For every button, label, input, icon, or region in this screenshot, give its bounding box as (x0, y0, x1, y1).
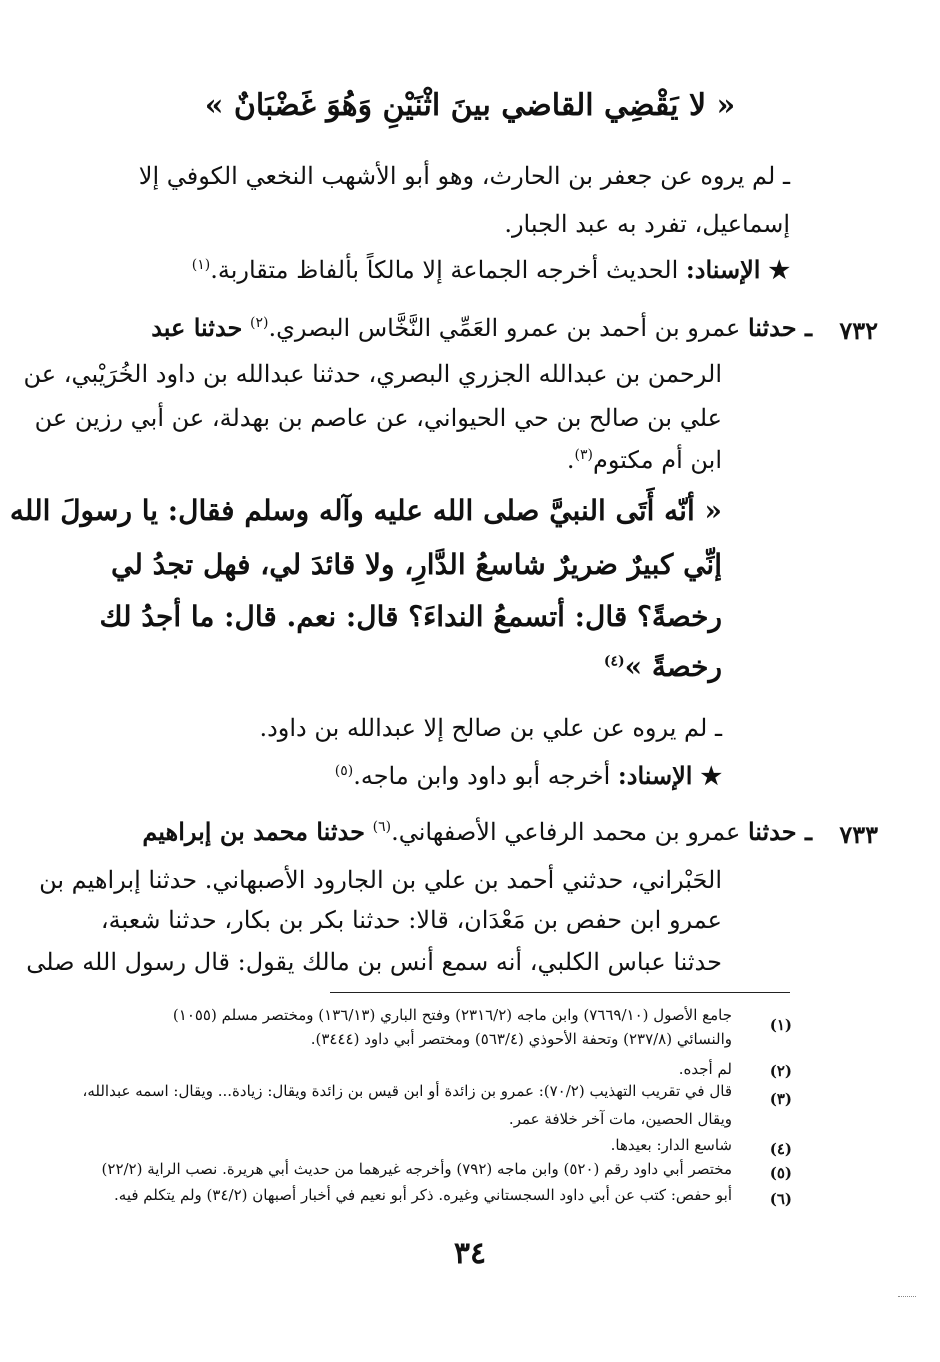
text-line (504, 212, 790, 236)
footnote-text: مختصر أبي داود رقم (٥٢٠) وابن ماجه (٧٩٢) وأخرجه غيرهما من حديث أبي هريرة. نصب الراية (٢٢/٢) (101, 1160, 732, 1178)
text-span: الرحمن بن عبدالله الجزري البصري، حدثنا عبدالله بن داود الخُرَيْبي، عن (23, 360, 722, 388)
isnad-text: الحديث أخرجه الجماعة إلا مالكاً بألفاظ متقاربة. (210, 256, 679, 284)
footnote-text: جامع الأصول (٧٦٦٩/١٠) وابن ماجه (٢٣١٦/٢) وفتح الباري (١٣٦/١٣) ومختصر مسلم (١٠٥٥) (172, 1006, 732, 1024)
footnote-number: (٣) (769, 1090, 792, 1108)
text-span: ـ لم يروه عن علي بن صالح إلا عبدالله بن داود. (259, 714, 722, 742)
footnote-number: (٢) (769, 1062, 792, 1080)
lead-word: ـ حدثنا (747, 817, 812, 846)
text-line (26, 950, 722, 974)
text-span: إسماعيل، تفرد به عبد الجبار. (504, 210, 790, 238)
text-line (151, 313, 812, 342)
page-number: ٣٤ (453, 1236, 487, 1271)
footnote-number: (٦) (769, 1190, 792, 1208)
footnote-ref: (٣) (574, 447, 593, 463)
text-line (259, 716, 722, 740)
hadith-text (99, 600, 722, 633)
hadith-number: ٧٣٣ (839, 820, 878, 849)
footnote-text: قال في تقريب التهذيب (٧٠/٢): عمرو بن زائدة أو ابن قيس بن زائدة ويقال: زيادة... ويقال: اسمه عبدالله، (82, 1082, 732, 1100)
text-span: حدثنا محمد بن إبراهيم (142, 817, 365, 846)
text-line (35, 406, 722, 430)
hadith-text (111, 548, 722, 581)
scan-mark (898, 1296, 916, 1297)
text-span: رخصةً » (624, 650, 722, 683)
text-span: حدثنا عباس الكلبي، أنه سمع أنس بن مالك يقول: قال رسول الله صلى (26, 948, 722, 976)
text-span: الحَبْراني، حدثني أحمد بن علي بن الجارود الأصبهاني. حدثنا إبراهيم بن (39, 866, 722, 894)
text-span: إنِّي كبيرٌ ضريرٌ شاسعُ الدَّارِ، ولا قائدَ لي، فهل تجدُ لي (111, 548, 722, 581)
text-span: رخصةً؟ قال: أتسمعُ النداءَ؟ قال: نعم. قال: ما أجدُ لك (99, 600, 722, 633)
text-line (101, 908, 722, 932)
text-span: . (566, 446, 575, 474)
footnote-ref: (١) (191, 257, 211, 273)
text-span: ـ لم يروه عن جعفر بن الحارث، وهو أبو الأشهب النخعي الكوفي إلا (138, 162, 790, 190)
text-span: عمرو ابن حفص بن مَعْدَان، قالا: حدثنا بكر بن بكار، حدثنا شعبة، (100, 906, 722, 934)
text-span: عمرو بن محمد الرفاعي الأصفهاني. (391, 818, 741, 846)
text-line (24, 362, 722, 386)
hadith-title: « لا يَقْضِي القاضي بينَ اثْنَيْنِ وَهُوَ غَضْبَانٌ » (204, 88, 736, 123)
text-line (60, 164, 790, 188)
text-span: ابن أم مكتوم (592, 446, 722, 474)
text-span: علي بن صالح بن حي الحيواني، عن عاصم بن بهدلة، عن أبي رزين عن (34, 404, 722, 432)
footnote-text: شاسع الدار: بعيدها. (610, 1136, 732, 1154)
hadith-number: ٧٣٢ (839, 316, 878, 345)
text-span: حدثنا عبد (151, 313, 243, 342)
footnote-ref: (٢) (250, 315, 269, 331)
hadith-text (10, 494, 722, 527)
footnote-ref: (٦) (372, 819, 392, 835)
lead-word: ـ حدثنا (747, 313, 812, 342)
isnad-label: الإسناد: (617, 761, 693, 790)
footnote-number: (٥) (769, 1164, 792, 1182)
footnote-number: (١) (769, 1016, 792, 1034)
footnote-text: لم أجده. (678, 1060, 732, 1078)
text-span: عمرو بن أحمد بن عمرو العَمِّي النَّخَّاس البصري. (268, 314, 741, 342)
text-line (567, 448, 722, 472)
footnote-text: والنسائي (٢٣٧/٨) وتحفة الأحوذي (٥٦٣/٤) ومختصر أبي داود (٣٤٤٤). (310, 1030, 732, 1048)
isnad-line (334, 761, 722, 790)
footnote-ref: (٤) (603, 653, 625, 670)
footnote-divider (330, 992, 790, 993)
footnote-text: أبو حفص: كتب عن أبي داود السجستاني وغيره. ذكر أبو نعيم في أخبار أصبهان (٣٤/٢) ولم يتكلم فيه. (114, 1186, 732, 1204)
isnad-label: الإسناد: (685, 255, 761, 284)
text-line (39, 868, 722, 892)
star-icon: ★ (768, 255, 790, 284)
footnote-text: ويقال الحصين، مات آخر خلافة عمر. (508, 1110, 732, 1128)
footnote-number: (٤) (769, 1140, 792, 1158)
text-line (142, 817, 812, 846)
isnad-line (191, 255, 790, 284)
footnote-ref: (٥) (334, 763, 354, 779)
text-span: « أنّه أَتَى النبيَّ صلى الله عليه وآله وسلم فقال: يا رسولَ الله (9, 494, 722, 527)
isnad-text: أخرجه أبو داود وابن ماجه. (353, 762, 611, 790)
star-icon: ★ (700, 761, 722, 790)
hadith-text (604, 650, 722, 683)
